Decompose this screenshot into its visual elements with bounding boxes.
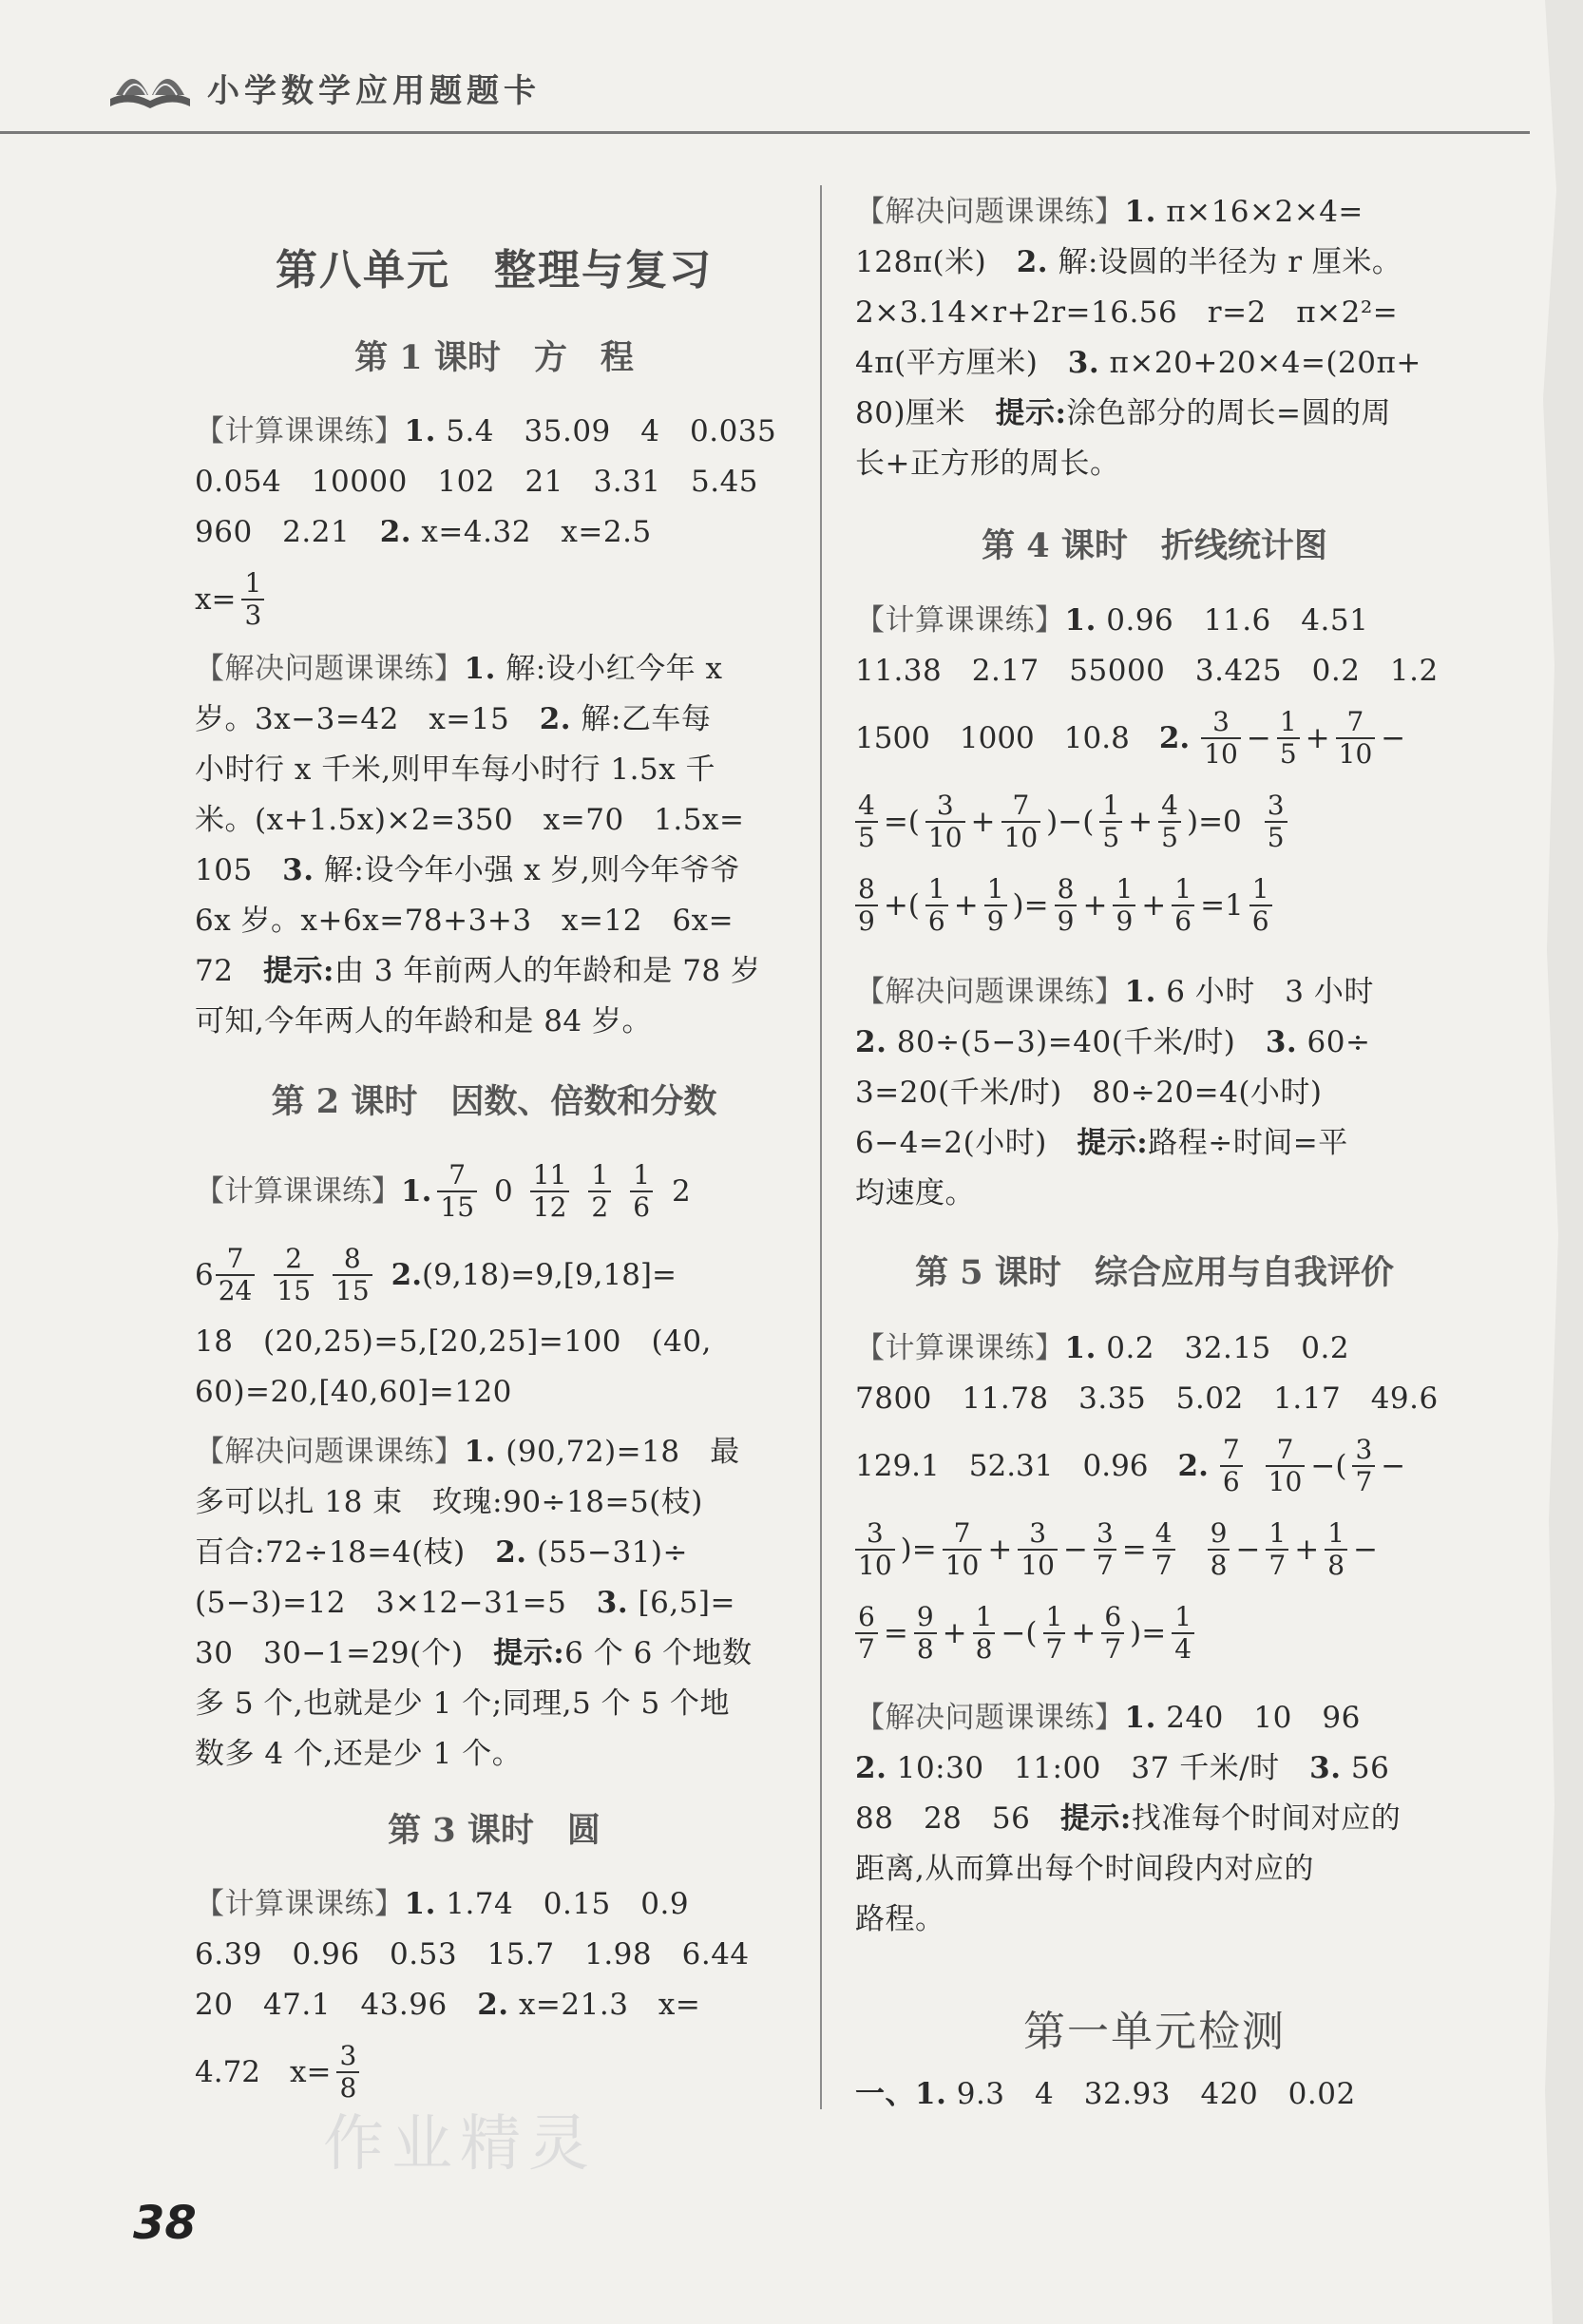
lesson-2-solve: 【解决问题课课练】1. (90,72)=18 最 多可以扎 18 束 玫瑰:90÷18=5(枝) 百合:72÷18=4(枝) 2. (55−31)÷ (5−3)=12 3×12−31=5 3. [6,5]= 30 30−1=29(个) 提示:6 个 6 个地数 多 5 个,也就是少 1 个;同理,5 个 5 个地 数多 4 个,还是少 1 个。: [195, 1435, 753, 1771]
header-title: 小学数学应用题题卡: [207, 72, 541, 110]
watermark-text: 作业精灵: [323, 2109, 597, 2180]
lesson-2-calc: 【计算课课练】 1. $\frac{7}{15}$ 0 $\frac{11}{12}$ $\frac{1}{2}$ $\frac{1}{6}$ 2 6 $\frac{7}{24}$ $\frac{2}{15}$ $\frac{8}{15}$ 2. (9,18)=9,[9,18]= 18 (20,25)=5,[20,25]=100 (40, 60)=20,[40,60]=120: [195, 1159, 712, 1409]
unit-title: 第八单元 整理与复习: [276, 246, 713, 295]
page-number: 38: [133, 2197, 197, 2250]
lesson-3-title: 第 3 课时 圆: [388, 1811, 601, 1850]
lesson-2-title: 第 2 课时 因数、倍数和分数: [271, 1082, 717, 1121]
torn-page-edge: [1526, 0, 1583, 2324]
test-first-line: 一、1. 9.3 4 32.93 420 0.02: [855, 2077, 1356, 2111]
lesson-5-solve: 【解决问题课课练】1. 240 10 96 2. 10:30 11:00 37 千米/时 3. 56 88 28 56 提示:找准每个时间对应的 距离,从而算出每个时间段内对应的 路程。: [855, 1701, 1402, 1936]
test-title: 第一单元检测: [1023, 2008, 1286, 2056]
lesson-4-solve: 【解决问题课课练】1. 6 小时 3 小时 2. 80÷(5−3)=40(千米/时) 3. 60÷ 3=20(千米/时) 80÷20=4(小时) 6−4=2(小时) 提示:路程÷时间=平 均速度。: [855, 975, 1374, 1210]
lesson-1-solve: 【解决问题课课练】1. 解:设小红今年 x 岁。3x−3=42 x=15 2. 解:乙车每 小时行 x 千米,则甲车每小时行 1.5x 千 米。(x+1.5x)×2=350 x=70 1.5x= 105 3. 解:设今年小强 x 岁,则今年爷爷 6x 岁。x+6x=78+3+3 x=12 6x= 72 提示:由 3 年前两人的年龄和是 78 岁 可知,今年两人的年龄和是 84 岁。: [195, 652, 761, 1038]
open-book-icon: [106, 57, 194, 112]
page-header: [0, 0, 1583, 143]
lesson-3-solve: 【解决问题课课练】1. π×16×2×4= 128π(米) 2. 解:设圆的半径为 r 厘米。 2×3.14×r+2r=16.56 r=2 π×2²= 4π(平方厘米) 3. π×20+20×4=(20π+ 80)厘米 提示:涂色部分的周长=圆的周 长+正方形的周长。: [855, 195, 1421, 481]
lesson-1-title: 第 1 课时 方 程: [354, 338, 634, 377]
lesson-5-calc: 【计算课课练】1. 0.2 32.15 0.2 7800 11.78 3.35 5.02 1.17 49.6 129.1 52.31 0.96 2. $\frac{7}{6}$ $\frac{7}{10}$ −( $\frac{3}{7}$ − $\frac{3}{10}$ )= $\frac{7}{10}$ + $\frac{3}{10}$ − $\frac{3}{7}$ = $\frac{4}{7}$ $\frac{9}{8}$ − $\frac{1}{7}$ + $\frac{1}{8}$ − $\frac{6}{7}$ = $\frac{9}{8}$ + $\frac{1}{8}$ −( $\frac{1}{7}$ + $\frac{6}{7}$ )= $\frac{1}{4}$: [855, 1331, 1439, 1665]
lesson-4-title: 第 4 课时 折线统计图: [982, 526, 1327, 565]
column-divider: [820, 185, 822, 2109]
lesson-3-calc: 【计算课课练】1. 1.74 0.15 0.9 6.39 0.96 0.53 15.7 1.98 6.44 20 47.1 43.96 2. x=21.3 x= 4.72 x= $\frac{3}{8}$: [195, 1887, 750, 2104]
lesson-5-title: 第 5 课时 综合应用与自我评价: [915, 1253, 1394, 1292]
lesson-1-calc: 【计算课课练】1. 5.4 35.09 4 0.035 0.054 10000 102 21 3.31 5.45 960 2.21 2. x=4.32 x=2.5 x= $\frac{1}{3}$: [195, 414, 777, 631]
lesson-4-calc: 【计算课课练】1. 0.96 11.6 4.51 11.38 2.17 55000 3.425 0.2 1.2 1500 1000 10.8 2. $\frac{3}{10}$ − $\frac{1}{5}$ + $\frac{7}{10}$ − $\frac{4}{5}$ =( $\frac{3}{10}$ + $\frac{7}{10}$ )−( $\frac{1}{5}$ + $\frac{4}{5}$ )=0 $\frac{3}{5}$ $\frac{8}{9}$ +( $\frac{1}{6}$ + $\frac{1}{9}$ )= $\frac{8}{9}$ + $\frac{1}{9}$ + $\frac{1}{6}$ =1 $\frac{1}{6}$: [855, 603, 1439, 937]
header-rule: [0, 131, 1530, 134]
